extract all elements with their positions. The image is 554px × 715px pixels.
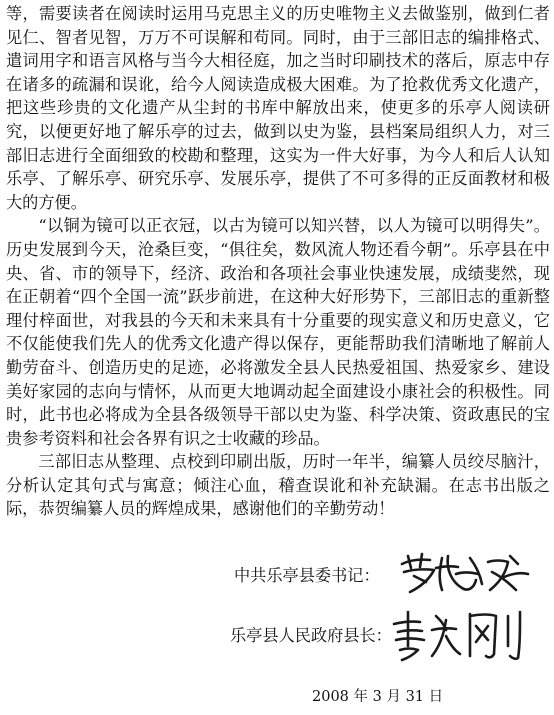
signatory-title-party-secretary: 中共乐亭县委书记： [234, 566, 380, 585]
signature-block-party-secretary [0, 550, 554, 598]
signature-block-county-mayor [0, 610, 554, 658]
preface-body [6, 2, 550, 521]
handwritten-signature-party-secretary [396, 548, 536, 596]
signing-date: 2008 年 3 月 31 日 [312, 689, 444, 705]
paragraph-mirror-quote: “以铜为镜可以正衣冠，以古为镜可以知兴替，以人为镜可以明得失”。历史发展到今天，沧桑巨变，“俱往矣，数风流人物还看今朝”。乐亭县在中央、省、市的领导下，经济、政治和各项社会事业快速发展，成绩斐然，现在正朝着“四个全国一流”跃步前进，在这种大好形势下，三部旧志的重新整理付梓面世，对我县的今天和未来具有十分重要的现实意义和历史意义，它不仅能使我们先人的优秀文化遗产得以保存，更能帮助我们清晰地了解前人勤劳奋斗、创造历史的足迹，必将激发全县人民热爱祖国、热爱家乡、建设美好家园的志向与情怀，从而更大地调动起全面建设小康社会的积极性。同时，此书也必将成为全县各级领导干部以史为鉴、科学决策、资政惠民的宝贵参考资料和社会各界有识之士收藏的珍品。 [6, 216, 550, 448]
paragraph-continued: 等，需要读者在阅读时运用马克思主义的历史唯物主义去做鉴别，做到仁者见仁、智者见智，万万不可误解和苟同。同时，由于三部旧志的编排格式、遣词用字和语言风格与当今大相径庭，加之当时印刷技术的落后，原志中存在诸多的疏漏和误讹，给今人阅读造成极大困难。为了抢救优秀文化遗产，把这些珍贵的文化遗产从尘封的书库中解放出来，使更多的乐亭人阅读研究，以便更好地了解乐亭的过去，做到以史为鉴，县档案局组织人力，对三部旧志进行全面细致的校勘和整理，这实为一件大好事，为今人和后人认知乐亭、了解乐亭、研究乐亭、发展乐亭，提供了不可多得的正反面教材和极大的方便。 [6, 4, 550, 212]
signatory-title-county-mayor: 乐亭县人民政府县长： [230, 626, 392, 645]
paragraph-acknowledgement: 三部旧志从整理、点校到印刷出版，历时一年半，编纂人员绞尽脑汁，分析认定其句式与寓意；倾注心血，稽查误讹和补充缺漏。在志书出版之际，恭贺编纂人员的辉煌成果，感谢他们的辛勤劳动！ [6, 452, 550, 519]
handwritten-signature-county-mayor [390, 606, 530, 662]
